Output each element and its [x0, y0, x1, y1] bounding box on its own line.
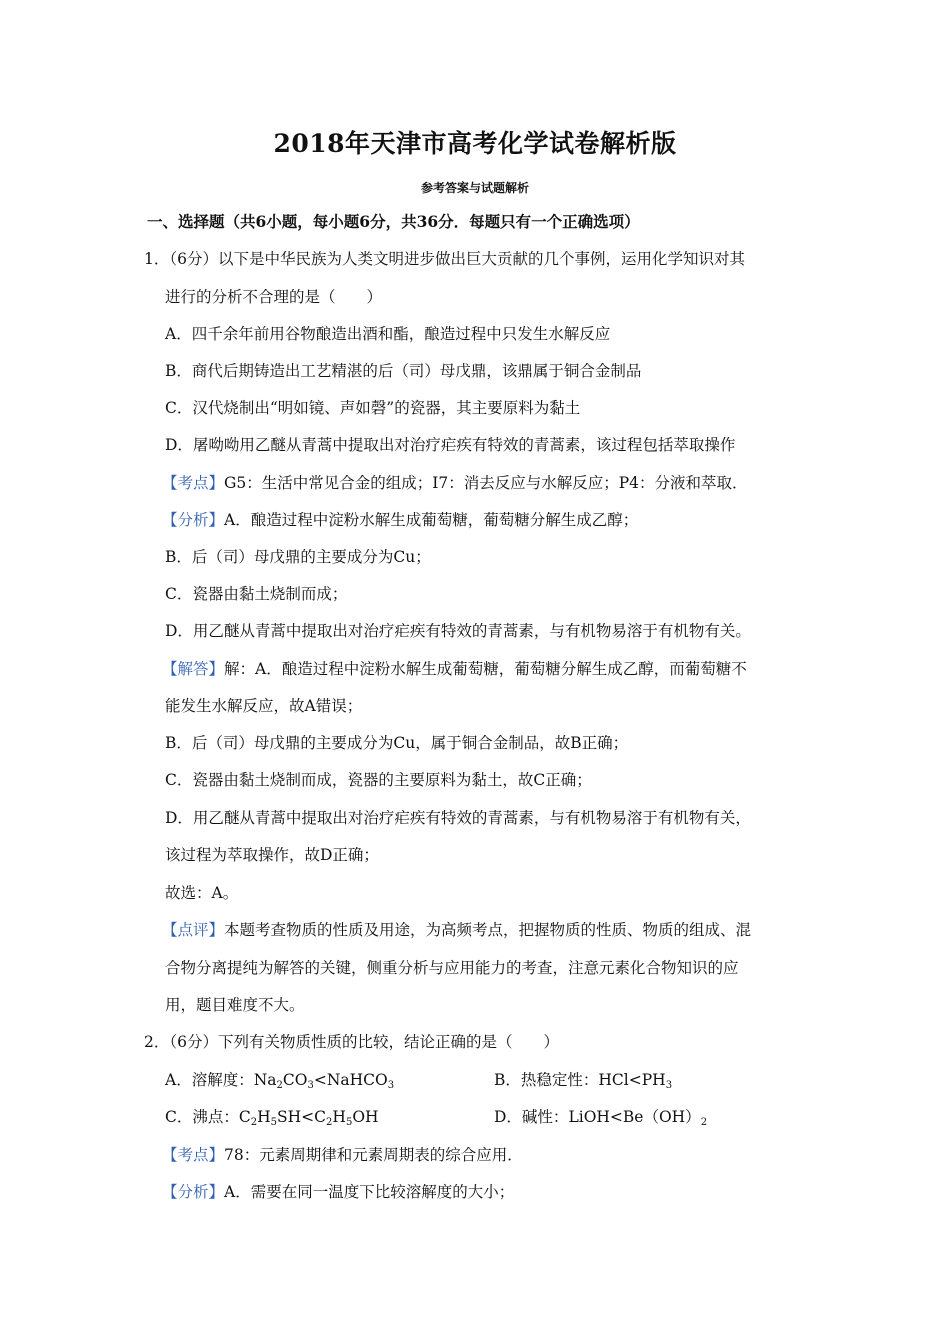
- jieda-tag: 【解答】: [162, 660, 225, 678]
- formula-part: H: [257, 1108, 271, 1126]
- q1-option-c: C．汉代烧制出“明如镜、声如磬”的瓷器，其主要原料为黏土: [165, 399, 581, 417]
- q1-stem-line1: 1．（6分）以下是中华民族为人类文明进步做出巨大贡献的几个事例，运用化学知识对其: [144, 250, 745, 268]
- q1-fenxi: [162, 510, 638, 530]
- dianping-tag: 【点评】: [162, 921, 225, 939]
- q2-option-a: [165, 1070, 394, 1090]
- q1-fenxi-d: D．用乙醚从青蒿中提取出对治疗疟疾有特效的青蒿素，与有机物易溶于有机物有关。: [165, 622, 751, 640]
- fenxi-tag: 【分析】: [162, 1183, 225, 1201]
- subscript: 5: [345, 1117, 353, 1128]
- q1-stem-line2: 进行的分析不合理的是（ ）: [165, 288, 383, 306]
- subscript: 2: [276, 1080, 283, 1091]
- q1-option-d: D．屠呦呦用乙醚从青蒿中提取出对治疗疟疾有特效的青蒿素，该过程包括萃取操作: [165, 436, 736, 454]
- q2-fenxi: [162, 1182, 514, 1202]
- subscript: 3: [307, 1080, 314, 1091]
- kaodian-text: 78：元素周期律和元素周期表的综合应用．: [224, 1146, 523, 1164]
- kaodian-tag: 【考点】: [162, 1146, 225, 1164]
- formula-part: Na: [253, 1071, 277, 1089]
- section-heading: 一、选择题（共6小题，每小题6分，共36分．每题只有一个正确选项）: [147, 212, 640, 231]
- dianping-text: 本题考查物质的性质及用途，为高频考点，把握物质的性质、物质的组成、混: [224, 921, 752, 939]
- formula-part: OH: [352, 1108, 379, 1126]
- option-label: C．沸点：: [165, 1108, 239, 1126]
- less-than-sign: <: [301, 1108, 315, 1126]
- formula-part: NaHCO: [326, 1071, 388, 1089]
- option-label: B．热稳定性：: [494, 1071, 599, 1089]
- formula-part: SH: [277, 1108, 302, 1126]
- q2-kaodian: [162, 1145, 523, 1165]
- less-than-sign: <: [628, 1071, 642, 1089]
- formula-part: HCl: [598, 1071, 629, 1089]
- fenxi-tag: 【分析】: [162, 511, 225, 529]
- formula-part: PH: [641, 1071, 666, 1089]
- subscript: 2: [700, 1117, 708, 1128]
- subscript: 2: [326, 1117, 333, 1128]
- q2-option-c: [165, 1107, 379, 1127]
- q1-dianping: [162, 920, 751, 940]
- formula-part: CO: [282, 1071, 308, 1089]
- q1-guxuan: 故选：A。: [165, 884, 239, 902]
- q1-option-b: B．商代后期铸造出工艺精湛的后（司）母戊鼎，该鼎属于铜合金制品: [165, 362, 642, 380]
- q1-jieda-b: B．后（司）母戊鼎的主要成分为Cu，属于铜合金制品，故B正确；: [165, 734, 629, 752]
- q1-jieda-d1: D．用乙醚从青蒿中提取出对治疗疟疾有特效的青蒿素，与有机物易溶于有机物有关，: [165, 809, 751, 827]
- q1-jieda-c: C．瓷器由黏土烧制而成，瓷器的主要原料为黏土，故C正确；: [165, 771, 592, 789]
- formula-part: H: [332, 1108, 346, 1126]
- kaodian-text: G5：生活中常见合金的组成；I7：消去反应与水解反应；P4：分液和萃取．: [224, 474, 748, 492]
- kaodian-tag: 【考点】: [162, 474, 225, 492]
- q1-kaodian: [162, 473, 748, 493]
- q1-option-a: A．四千余年前用谷物酿造出酒和酯，酿造过程中只发生水解反应: [165, 325, 611, 343]
- document-subtitle: 参考答案与试题解析: [420, 181, 529, 195]
- subscript: 3: [387, 1080, 395, 1091]
- q1-fenxi-b: B．后（司）母戊鼎的主要成分为Cu；: [165, 548, 431, 566]
- q2-option-d: [494, 1107, 707, 1127]
- option-label: D．碱性：: [494, 1108, 569, 1126]
- formula-part: C: [314, 1108, 327, 1126]
- formula-part: LiOH<Be（OH）: [568, 1108, 701, 1126]
- q1-jieda-line2: 能发生水解反应，故A错误；: [165, 697, 363, 715]
- q1-jieda-d2: 该过程为萃取操作，故D正确；: [165, 846, 379, 864]
- jieda-text: 解：A．酿造过程中淀粉水解生成葡萄糖，葡萄糖分解生成乙醇，而葡萄糖不: [224, 660, 747, 678]
- fenxi-text: A．需要在同一温度下比较溶解度的大小；: [224, 1183, 515, 1201]
- q1-fenxi-c: C．瓷器由黏土烧制而成；: [165, 585, 348, 603]
- q2-stem: 2．（6分）下列有关物质性质的比较，结论正确的是（ ）: [144, 1033, 559, 1051]
- fenxi-text: A．酿造过程中淀粉水解生成葡萄糖，葡萄糖分解生成乙醇；: [224, 511, 639, 529]
- q2-option-b: [494, 1070, 672, 1090]
- q1-dianping-line2: 合物分离提纯为解答的关键，侧重分析与应用能力的考查，注意元素化合物知识的应: [165, 959, 739, 977]
- subscript: 5: [270, 1117, 278, 1128]
- less-than-sign: <: [313, 1071, 327, 1089]
- subscript: 2: [250, 1117, 258, 1128]
- document-title: 2018年天津市高考化学试卷解析版: [273, 129, 677, 158]
- subscript: 3: [665, 1080, 673, 1091]
- formula-part: C: [238, 1108, 251, 1126]
- q1-jieda: [162, 659, 747, 679]
- option-label: A．溶解度：: [165, 1071, 254, 1089]
- q1-dianping-line3: 用，题目难度不大。: [165, 996, 305, 1014]
